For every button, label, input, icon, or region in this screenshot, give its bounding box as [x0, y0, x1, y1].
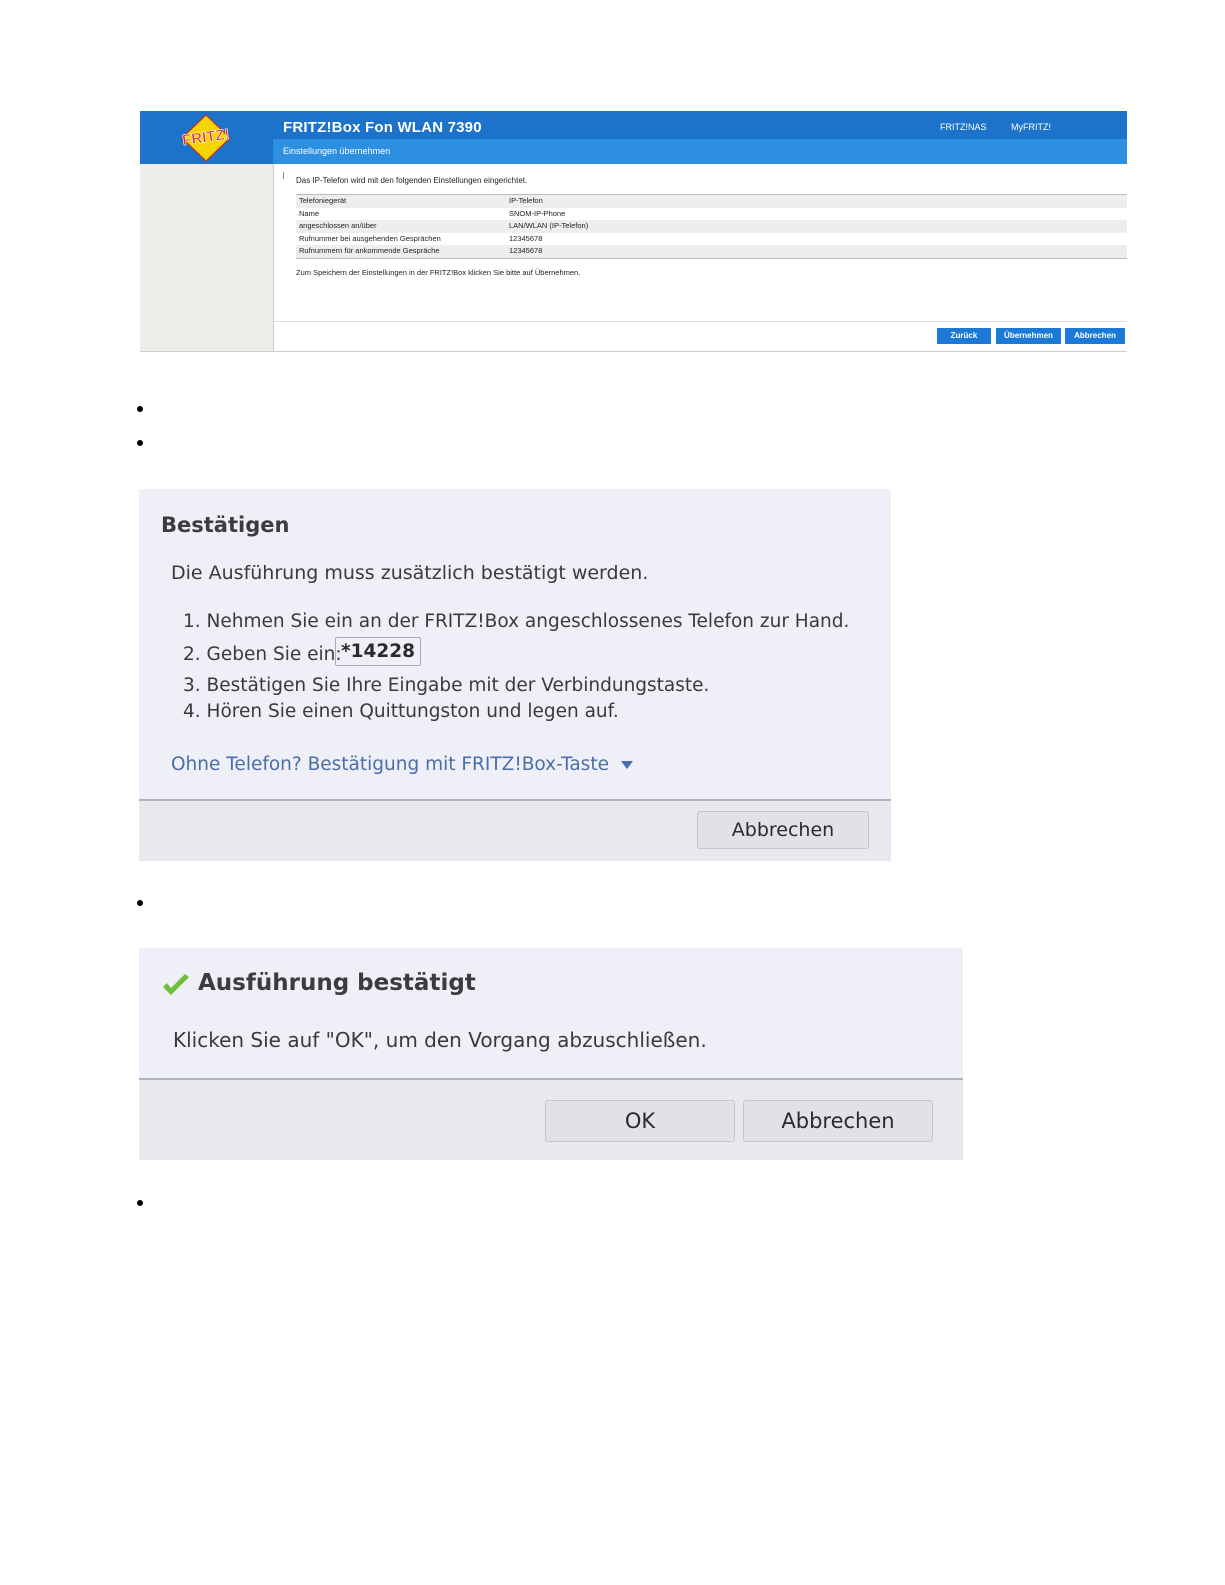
- apply-button[interactable]: Übernehmen: [996, 328, 1061, 344]
- confirmed-dialog: [139, 948, 963, 1160]
- table-row: [296, 233, 1127, 246]
- table-row: [296, 220, 1127, 233]
- fritz-logo-text: FRITZ!: [181, 125, 231, 150]
- main-content: [273, 164, 1127, 352]
- sidebar: [140, 164, 273, 352]
- table-row: [296, 195, 1127, 208]
- dialog-message: Klicken Sie auf "OK", um den Vorgang abzuschließen.: [173, 1028, 707, 1052]
- checkmark-icon: [161, 974, 191, 998]
- settings-table: [296, 194, 1127, 259]
- step-3: 3. Bestätigen Sie Ihre Eingabe mit der Verbindungstaste.: [183, 675, 710, 696]
- row-value: SNOM-IP-Phone: [509, 208, 566, 218]
- device-title: FRITZ!Box Fon WLAN 7390: [283, 119, 482, 136]
- caret-down-icon: [621, 761, 633, 769]
- dialog-footer: [139, 799, 891, 861]
- dialog-intro: Die Ausführung muss zusätzlich bestätigt werden.: [171, 562, 649, 584]
- nav-myfritz[interactable]: MyFRITZ!: [1011, 122, 1051, 132]
- step-4: 4. Hören Sie einen Quittungston und legen auf.: [183, 701, 619, 722]
- link-text: Ohne Telefon? Bestätigung mit FRITZ!Box-Taste: [171, 754, 609, 775]
- button-bar: [274, 321, 1127, 352]
- dialog-title: Ausführung bestätigt: [198, 970, 476, 996]
- bullet-point: [137, 900, 143, 906]
- confirm-dialog: [139, 489, 891, 861]
- dialog-title: Bestätigen: [161, 513, 290, 537]
- step-2: 2. Geben Sie ein:: [183, 644, 342, 665]
- row-label: Rufnummern für ankommende Gespräche: [296, 245, 506, 258]
- fritzbox-screenshot: [140, 111, 1127, 352]
- row-label: Rufnummer bei ausgehenden Gesprächen: [299, 233, 441, 243]
- row-label: Telefoniegerät: [296, 195, 506, 208]
- row-label: Name: [299, 208, 320, 218]
- subheader-bar: [273, 139, 1127, 164]
- save-hint: Zum Speichern der Einstellungen in der FRITZ!Box klicken Sie bitte auf Übernehmen.: [296, 268, 581, 277]
- page-title: Einstellungen übernehmen: [283, 146, 391, 156]
- row-label: angeschlossen an/über: [296, 220, 506, 233]
- nav-fritznas[interactable]: FRITZ!NAS: [940, 122, 987, 132]
- fritz-logo: [140, 111, 273, 164]
- intro-text: Das IP-Telefon wird mit den folgenden Einstellungen eingerichtet.: [296, 176, 528, 185]
- button-confirm-link[interactable]: [171, 754, 633, 775]
- row-value: 12345678: [506, 245, 1127, 258]
- back-button[interactable]: Zurück: [937, 328, 991, 344]
- text-cursor: [283, 172, 284, 179]
- bullet-point: [137, 1200, 143, 1206]
- cancel-button[interactable]: Abbrechen: [697, 811, 869, 849]
- row-value: IP-Telefon: [506, 195, 1127, 208]
- dialog-footer: [139, 1078, 963, 1160]
- bullet-point: [137, 406, 143, 412]
- row-value: 12345678: [509, 233, 543, 243]
- ok-button[interactable]: OK: [545, 1100, 735, 1142]
- cancel-button[interactable]: Abbrechen: [1065, 328, 1125, 344]
- code-field: *14228: [335, 637, 421, 666]
- cancel-button[interactable]: Abbrechen: [743, 1100, 933, 1142]
- table-row: [296, 245, 1127, 258]
- bullet-point: [137, 440, 143, 446]
- row-value: LAN/WLAN (IP-Telefon): [506, 220, 1127, 233]
- table-row: [296, 208, 1127, 221]
- divider: [140, 351, 1127, 352]
- step-1: 1. Nehmen Sie ein an der FRITZ!Box angeschlossenes Telefon zur Hand.: [183, 611, 850, 632]
